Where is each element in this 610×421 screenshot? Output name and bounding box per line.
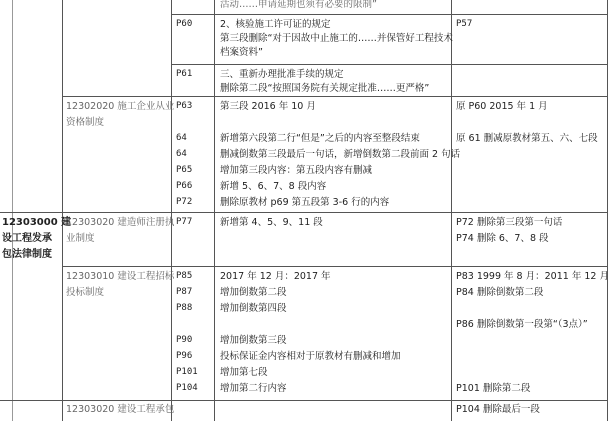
orig-cell: P57 — [456, 19, 473, 29]
content-cell: 新增第六段第二行“但是”之后的内容至整段结束 — [220, 133, 420, 144]
chapter-cell: 12303000 建 — [2, 217, 72, 228]
page-cell: P61 — [176, 69, 193, 79]
page-cell: P77 — [176, 217, 193, 227]
content-cell: 档案资料” — [220, 47, 263, 58]
grid-line — [62, 266, 608, 267]
page-cell: P101 — [176, 367, 198, 377]
content-cell: 增加第七段 — [220, 367, 268, 378]
orig-cell: 原 P60 2015 年 1 月 — [456, 101, 548, 112]
section-cell: 12302020 施工企业从业 — [66, 101, 175, 112]
section-cell: 12303020 建设工程承包 — [66, 404, 175, 415]
section-cell: 业制度 — [66, 233, 95, 244]
content-cell: 增加第三段内容：第五段内容有删减 — [220, 165, 373, 176]
page-cell: P88 — [176, 303, 193, 313]
section-cell: 12303010 建设工程招标 — [66, 271, 175, 282]
content-cell: 活动……申请延期也须有必要的限制” — [220, 0, 377, 10]
content-cell: 增加第二行内容 — [220, 383, 287, 394]
chapter-cell: 包法律制度 — [2, 249, 52, 260]
page-cell: P96 — [176, 351, 193, 361]
page-cell: P60 — [176, 19, 193, 29]
page-cell: P66 — [176, 181, 193, 191]
grid-line — [0, 212, 608, 213]
page-cell: P63 — [176, 101, 193, 111]
orig-cell: 原 61 删减原教材第五、六、七段 — [456, 133, 598, 144]
grid-line — [0, 400, 608, 401]
content-cell: 三、重新办理批准手续的规定 — [220, 69, 344, 80]
content-cell: 删除第二段“按照国务院有关规定批准……更严格” — [220, 83, 430, 94]
section-cell: 12303020 建造师注册执 — [66, 217, 175, 228]
grid-line — [171, 14, 608, 15]
content-cell: 删减倒数第三段最后一句话，新增倒数第二段前面 2 句话 — [220, 149, 461, 160]
orig-cell: P72 删除第三段第一句话 — [456, 217, 563, 228]
content-cell: 投标保证金内容相对于原教材有删减和增加 — [220, 351, 401, 362]
content-cell: 增加倒数第三段 — [220, 335, 287, 346]
orig-cell: P74 删除 6、7、8 段 — [456, 233, 549, 244]
grid-line — [62, 0, 63, 421]
page-cell: 64 — [176, 133, 187, 143]
page-cell: P87 — [176, 287, 193, 297]
page-cell: P72 — [176, 197, 193, 207]
grid-line — [12, 0, 13, 421]
content-cell: 增加倒数第二段 — [220, 287, 287, 298]
content-cell: 删除原教材 p69 第五段第 3-6 行的内容 — [220, 197, 390, 208]
content-cell: 2、核验施工许可证的规定 — [220, 19, 331, 30]
orig-cell: P83 1999 年 8 月：2011 年 12 月 — [456, 271, 609, 282]
page-cell: P65 — [176, 165, 193, 175]
chapter-cell: 设工程发承 — [2, 233, 52, 244]
grid-line — [171, 64, 608, 65]
content-cell: 新增第 4、5、9、11 段 — [220, 217, 323, 228]
page-cell: 64 — [176, 149, 187, 159]
page-cell: P90 — [176, 335, 193, 345]
content-cell: 第三段 2016 年 10 月 — [220, 101, 316, 112]
orig-cell: P104 删除最后一段 — [456, 404, 540, 415]
orig-cell: P101 删除第二段 — [456, 383, 531, 394]
page-cell: P104 — [176, 383, 198, 393]
content-cell: 增加倒数第四段 — [220, 303, 287, 314]
section-cell: 资格制度 — [66, 117, 105, 128]
section-cell: 投标制度 — [66, 287, 105, 298]
grid-line — [62, 96, 608, 97]
page-cell: P85 — [176, 271, 193, 281]
content-cell: 新增 5、6、7、8 段内容 — [220, 181, 327, 192]
content-cell: 第三段删除“对于因故中止施工的……并保管好工程技术 — [220, 33, 453, 44]
content-cell: 2017 年 12 月：2017 年 — [220, 271, 331, 282]
orig-cell: P86 删除倒数第一段第“（3点）” — [456, 319, 588, 330]
orig-cell: P84 删除倒数第二段 — [456, 287, 544, 298]
